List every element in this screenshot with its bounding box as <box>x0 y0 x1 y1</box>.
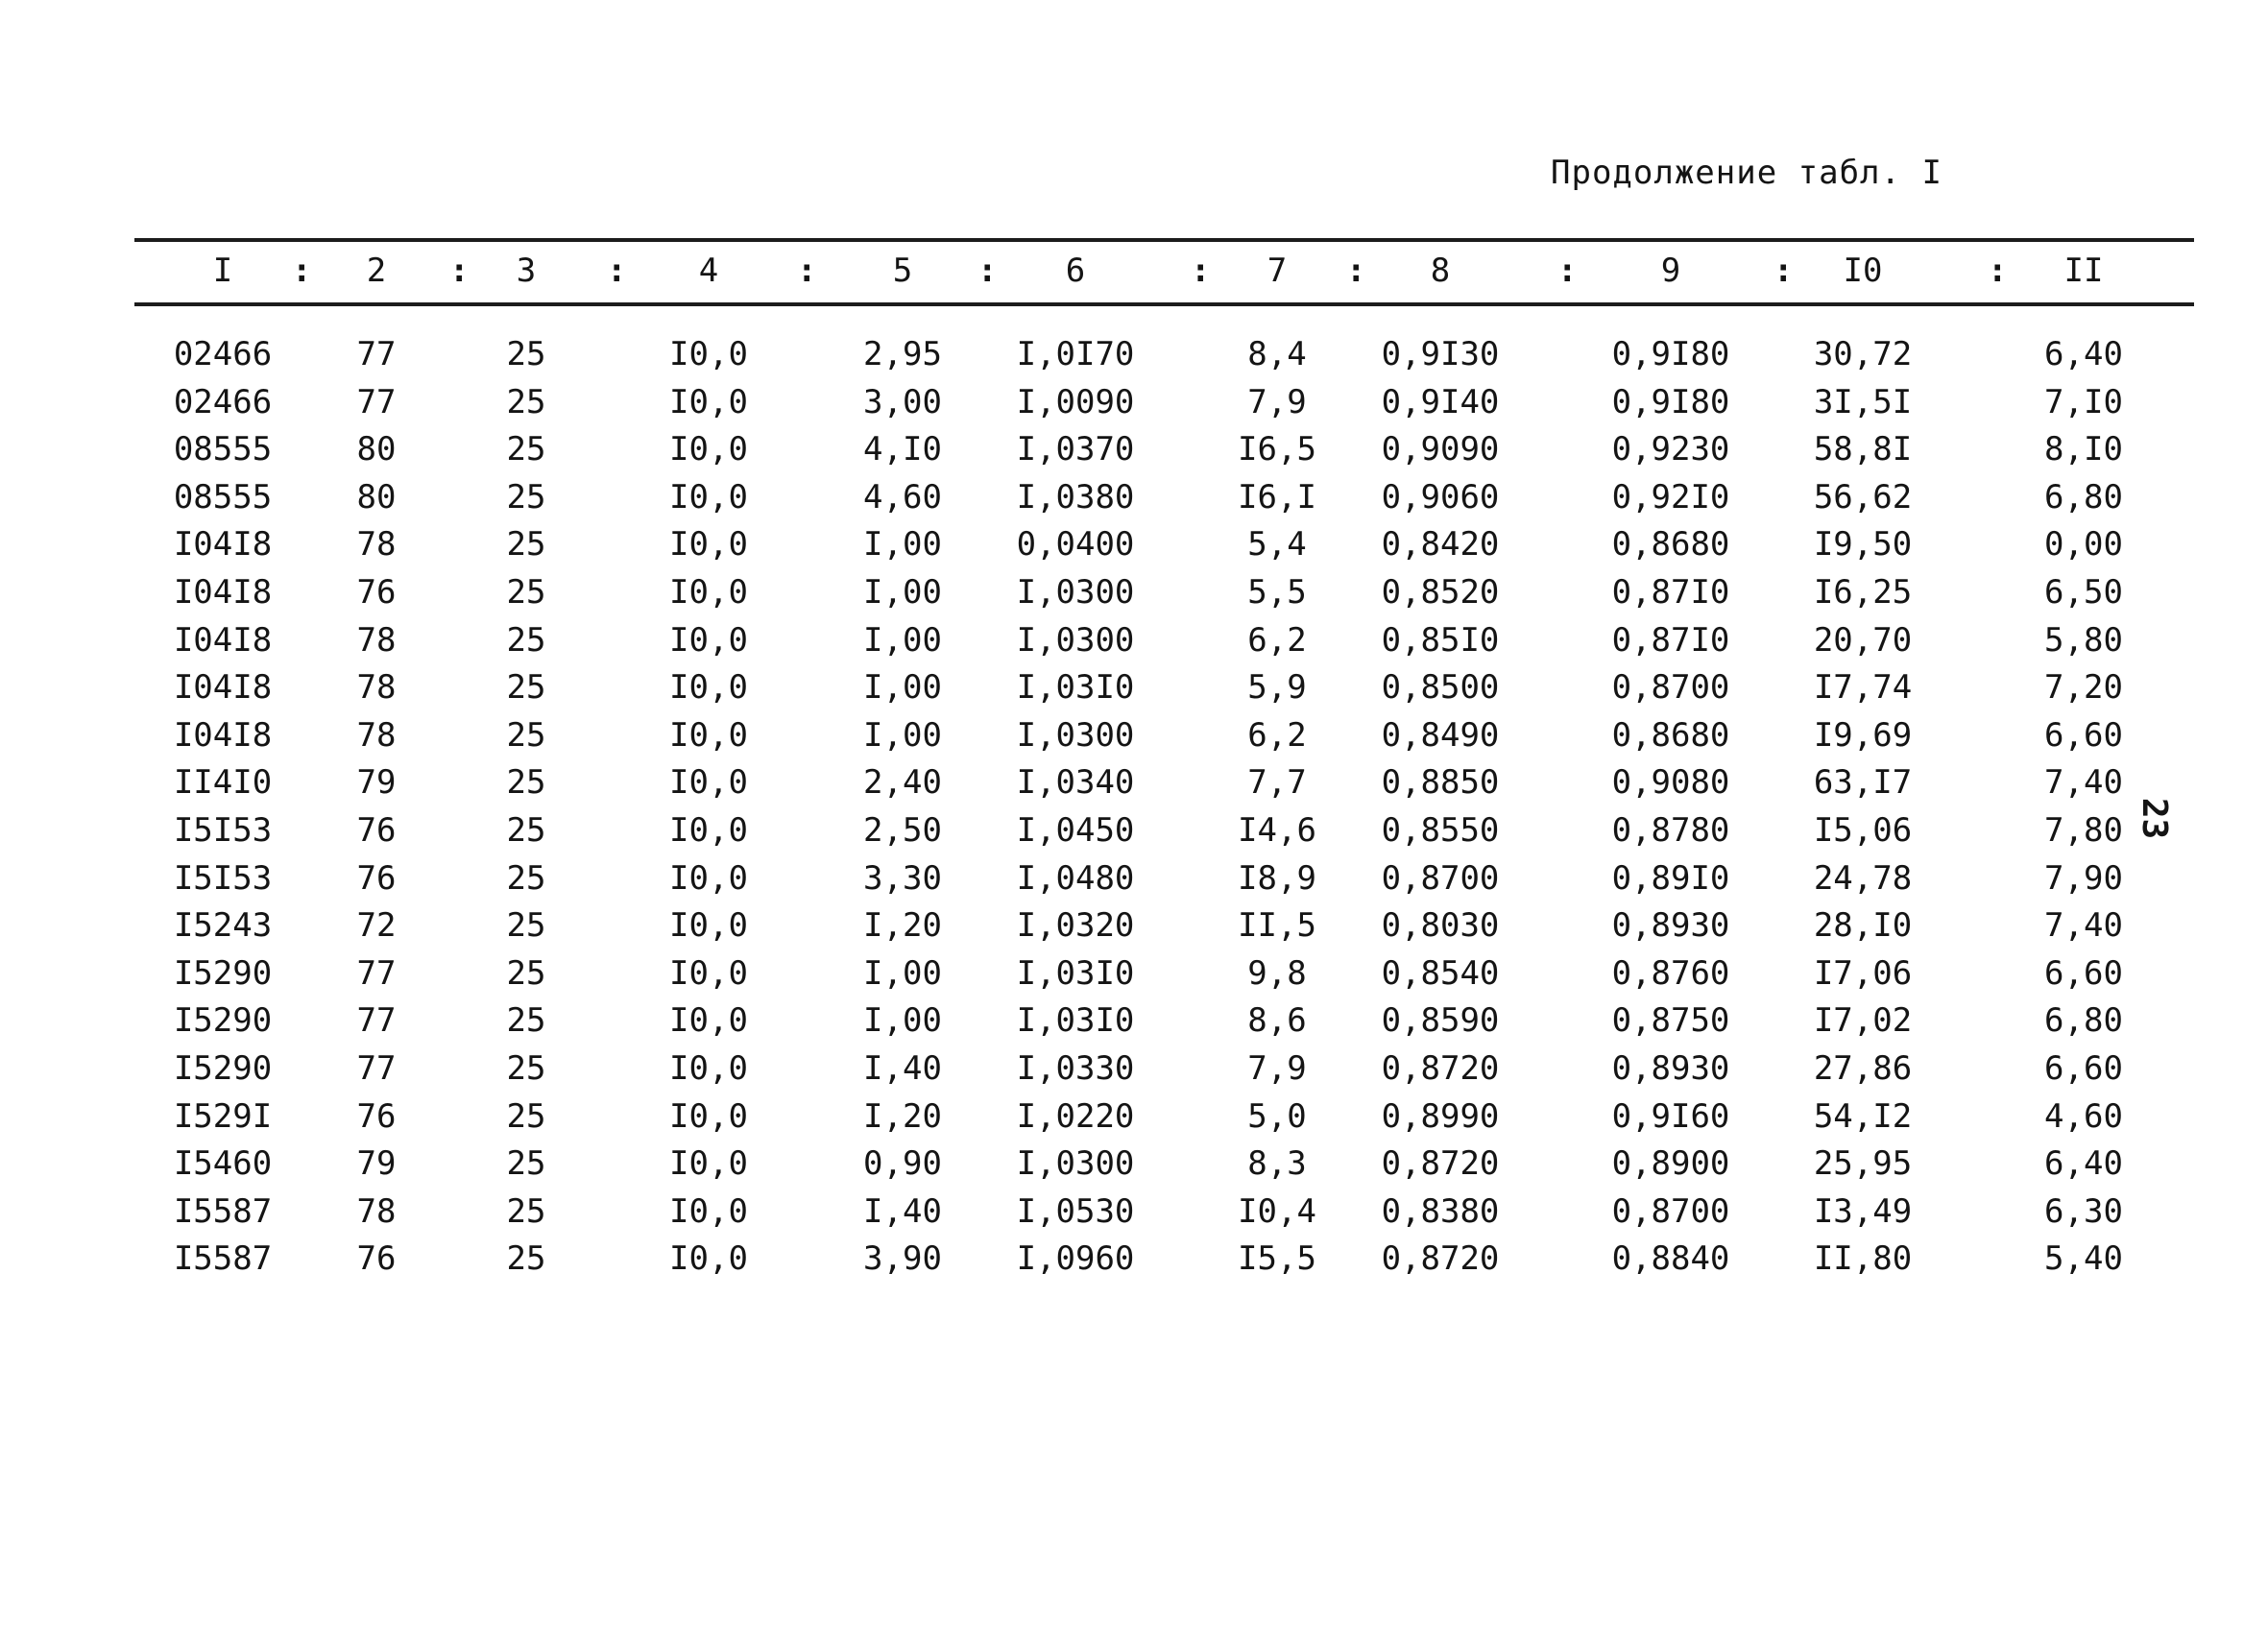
table-row <box>0 712 2268 758</box>
table-cell-col-10: 20,70 <box>1813 620 1913 660</box>
table-cell-col-2: 79 <box>356 1144 397 1184</box>
table-cell-col-6: I,0330 <box>1016 1049 1135 1088</box>
table-cell-col-1: 08555 <box>173 477 273 517</box>
table-cell-col-6: I,03I0 <box>1016 1001 1135 1041</box>
table-cell-col-3: 25 <box>506 858 546 898</box>
table-cell-col-11: 7,40 <box>2044 906 2123 946</box>
table-cell-col-8: 0,8700 <box>1381 858 1500 898</box>
table-cell-col-11: 7,90 <box>2044 858 2123 898</box>
table-cell-col-11: 6,30 <box>2044 1191 2123 1231</box>
table-cell-col-11: 7,80 <box>2044 811 2123 850</box>
column-header-4: 4 <box>698 252 719 290</box>
table-cell-col-3: 25 <box>506 573 546 612</box>
table-cell-col-3: 25 <box>506 430 546 469</box>
page-number: 23 <box>2135 797 2175 840</box>
table-cell-col-3: 25 <box>506 525 546 565</box>
table-cell-col-2: 78 <box>356 715 397 755</box>
table-cell-col-4: I0,0 <box>669 1144 748 1184</box>
table-cell-col-2: 77 <box>356 1001 397 1041</box>
table-cell-col-3: 25 <box>506 763 546 803</box>
column-separator: : <box>1988 252 2008 290</box>
column-header-5: 5 <box>892 252 913 290</box>
table-cell-col-10: 3I,5I <box>1813 382 1913 421</box>
table-cell-col-9: 0,8930 <box>1611 906 1730 946</box>
table-cell-col-8: 0,9I40 <box>1381 382 1500 421</box>
table-cell-col-10: I7,74 <box>1813 668 1913 708</box>
table-cell-col-2: 78 <box>356 668 397 708</box>
table-cell-col-10: 24,78 <box>1813 858 1913 898</box>
table-cell-col-3: 25 <box>506 715 546 755</box>
table-cell-col-6: I,0300 <box>1016 573 1135 612</box>
table-cell-col-5: I,20 <box>863 1096 942 1136</box>
table-cell-col-4: I0,0 <box>669 382 748 421</box>
table-cell-col-5: I,00 <box>863 715 942 755</box>
table-cell-col-6: I,0340 <box>1016 763 1135 803</box>
column-header-6: 6 <box>1065 252 1086 290</box>
table-cell-col-11: 5,40 <box>2044 1239 2123 1279</box>
table-cell-col-5: 4,60 <box>863 477 942 517</box>
table-cell-col-4: I0,0 <box>669 1049 748 1088</box>
table-cell-col-2: 80 <box>356 477 397 517</box>
table-cell-col-4: I0,0 <box>669 858 748 898</box>
table-cell-col-9: 0,9230 <box>1611 430 1730 469</box>
table-cell-col-10: 54,I2 <box>1813 1096 1913 1136</box>
table-cell-col-9: 0,89I0 <box>1611 858 1730 898</box>
table-cell-col-8: 0,8990 <box>1381 1096 1500 1136</box>
table-cell-col-11: 0,00 <box>2044 525 2123 565</box>
table-cell-col-3: 25 <box>506 1191 546 1231</box>
table-cell-col-5: I,00 <box>863 620 942 660</box>
table-cell-col-1: I529I <box>173 1096 273 1136</box>
column-header-9: 9 <box>1660 252 1681 290</box>
table-cell-col-7: I0,4 <box>1238 1191 1316 1231</box>
table-cell-col-11: 6,50 <box>2044 573 2123 612</box>
table-cell-col-5: 3,90 <box>863 1239 942 1279</box>
table-cell-col-4: I0,0 <box>669 906 748 946</box>
table-cell-col-8: 0,9060 <box>1381 477 1500 517</box>
table-cell-col-8: 0,8500 <box>1381 668 1500 708</box>
table-cell-col-9: 0,9I80 <box>1611 335 1730 373</box>
table-cell-col-1: I5290 <box>173 1049 273 1088</box>
table-cell-col-5: 2,50 <box>863 811 942 850</box>
table-cell-col-6: I,0530 <box>1016 1191 1135 1231</box>
column-separator: : <box>797 252 817 290</box>
table-cell-col-1: 02466 <box>173 382 273 421</box>
table-cell-col-9: 0,8680 <box>1611 715 1730 755</box>
table-cell-col-5: I,00 <box>863 1001 942 1041</box>
table-cell-col-4: I0,0 <box>669 477 748 517</box>
table-cell-col-1: I04I8 <box>173 620 273 660</box>
column-separator: : <box>449 252 470 290</box>
table-cell-col-6: I,0380 <box>1016 477 1135 517</box>
table-cell-col-10: I5,06 <box>1813 811 1913 850</box>
table-cell-col-5: 3,30 <box>863 858 942 898</box>
table-row <box>0 379 2268 425</box>
table-cell-col-3: 25 <box>506 1001 546 1041</box>
table-cell-col-9: 0,9I60 <box>1611 1096 1730 1136</box>
table-cell-col-6: I,0300 <box>1016 620 1135 660</box>
table-cell-col-10: 28,I0 <box>1813 906 1913 946</box>
table-row <box>0 474 2268 520</box>
table-cell-col-7: 8,3 <box>1247 1144 1307 1184</box>
table-cell-col-4: I0,0 <box>669 335 748 373</box>
table-cell-col-1: I5I53 <box>173 858 273 898</box>
table-cell-col-9: 0,92I0 <box>1611 477 1730 517</box>
table-cell-col-9: 0,9080 <box>1611 763 1730 803</box>
table-cell-col-8: 0,8520 <box>1381 573 1500 612</box>
table-cell-col-11: 6,80 <box>2044 1001 2123 1041</box>
table-cell-col-8: 0,8420 <box>1381 525 1500 565</box>
table-cell-col-1: I5I53 <box>173 811 273 850</box>
table-cell-col-11: 6,40 <box>2044 335 2123 373</box>
table-cell-col-7: 5,5 <box>1247 573 1307 612</box>
table-cell-col-10: I7,06 <box>1813 953 1913 993</box>
table-cell-col-10: I9,69 <box>1813 715 1913 755</box>
table-cell-col-9: 0,8780 <box>1611 811 1730 850</box>
table-cell-col-5: 2,40 <box>863 763 942 803</box>
table-cell-col-6: I,0480 <box>1016 858 1135 898</box>
table-cell-col-8: 0,8490 <box>1381 715 1500 755</box>
table-cell-col-2: 77 <box>356 1049 397 1088</box>
table-cell-col-4: I0,0 <box>669 811 748 850</box>
table-cell-col-9: 0,9I80 <box>1611 382 1730 421</box>
table-cell-col-1: I5587 <box>173 1239 273 1279</box>
table-cell-col-1: I5290 <box>173 953 273 993</box>
table-row <box>0 1236 2268 1282</box>
table-cell-col-10: 25,95 <box>1813 1144 1913 1184</box>
table-cell-col-8: 0,8850 <box>1381 763 1500 803</box>
table-cell-col-8: 0,8550 <box>1381 811 1500 850</box>
table-row <box>0 855 2268 901</box>
table-cell-col-4: I0,0 <box>669 1001 748 1041</box>
column-separator: : <box>1191 252 1211 290</box>
table-cell-col-11: 6,60 <box>2044 1049 2123 1088</box>
table-cell-col-7: I6,I <box>1238 477 1316 517</box>
table-cell-col-6: I,0220 <box>1016 1096 1135 1136</box>
table-row <box>0 1045 2268 1092</box>
table-row <box>0 331 2268 377</box>
table-cell-col-5: 3,00 <box>863 382 942 421</box>
table-cell-col-10: I3,49 <box>1813 1191 1913 1231</box>
table-cell-col-9: 0,87I0 <box>1611 573 1730 612</box>
table-cell-col-10: II,80 <box>1813 1239 1913 1279</box>
table-cell-col-2: 77 <box>356 953 397 993</box>
table-cell-col-3: 25 <box>506 620 546 660</box>
table-cell-col-1: I04I8 <box>173 715 273 755</box>
table-cell-col-2: 76 <box>356 1096 397 1136</box>
table-row <box>0 902 2268 949</box>
table-cell-col-2: 76 <box>356 858 397 898</box>
table-cell-col-6: I,0960 <box>1016 1239 1135 1279</box>
table-cell-col-10: I7,02 <box>1813 1001 1913 1041</box>
column-separator: : <box>1346 252 1366 290</box>
table-cell-col-3: 25 <box>506 1144 546 1184</box>
column-header-7: 7 <box>1267 252 1288 290</box>
table-cell-col-9: 0,8700 <box>1611 1191 1730 1231</box>
table-cell-col-2: 72 <box>356 906 397 946</box>
table-cell-col-1: 02466 <box>173 335 273 373</box>
table-cell-col-10: 63,I7 <box>1813 763 1913 803</box>
table-cell-col-3: 25 <box>506 953 546 993</box>
table-cell-col-5: I,20 <box>863 906 942 946</box>
table-cell-col-8: 0,8720 <box>1381 1239 1500 1279</box>
table-cell-col-10: 30,72 <box>1813 335 1913 373</box>
table-cell-col-10: 27,86 <box>1813 1049 1913 1088</box>
table-cell-col-7: 7,9 <box>1247 1049 1307 1088</box>
table-cell-col-7: 5,4 <box>1247 525 1307 565</box>
table-cell-col-8: 0,85I0 <box>1381 620 1500 660</box>
table-cell-col-6: 0,0400 <box>1016 525 1135 565</box>
table-cell-col-6: I,0300 <box>1016 1144 1135 1184</box>
table-cell-col-9: 0,8760 <box>1611 953 1730 993</box>
table-cell-col-8: 0,8720 <box>1381 1049 1500 1088</box>
table-cell-col-7: 8,6 <box>1247 1001 1307 1041</box>
table-cell-col-8: 0,8590 <box>1381 1001 1500 1041</box>
table-row <box>0 1093 2268 1140</box>
table-cell-col-7: 8,4 <box>1247 335 1307 373</box>
table-cell-col-1: 08555 <box>173 430 273 469</box>
column-header-11: II <box>2063 252 2104 290</box>
table-cell-col-4: I0,0 <box>669 763 748 803</box>
table-cell-col-7: 5,0 <box>1247 1096 1307 1136</box>
table-cell-col-8: 0,8030 <box>1381 906 1500 946</box>
table-cell-col-5: 0,90 <box>863 1144 942 1184</box>
table-cell-col-4: I0,0 <box>669 525 748 565</box>
table-cell-col-5: I,40 <box>863 1191 942 1231</box>
table-cell-col-6: I,0090 <box>1016 382 1135 421</box>
table-cell-col-3: 25 <box>506 382 546 421</box>
column-header-1: I <box>212 252 233 290</box>
column-separator: : <box>1773 252 1794 290</box>
table-cell-col-7: I6,5 <box>1238 430 1316 469</box>
table-cell-col-5: 4,I0 <box>863 430 942 469</box>
table-cell-col-2: 78 <box>356 1191 397 1231</box>
column-header-10: I0 <box>1843 252 1883 290</box>
table-row <box>0 617 2268 663</box>
table-cell-col-7: II,5 <box>1238 906 1316 946</box>
table-cell-col-8: 0,9I30 <box>1381 335 1500 373</box>
table-cell-col-2: 76 <box>356 1239 397 1279</box>
table-cell-col-6: I,0I70 <box>1016 335 1135 373</box>
table-cell-col-4: I0,0 <box>669 573 748 612</box>
table-cell-col-5: I,00 <box>863 668 942 708</box>
table-cell-col-11: 6,60 <box>2044 715 2123 755</box>
table-row <box>0 664 2268 710</box>
table-cell-col-4: I0,0 <box>669 430 748 469</box>
table-cell-col-11: 4,60 <box>2044 1096 2123 1136</box>
table-cell-col-7: 7,7 <box>1247 763 1307 803</box>
table-header-rule <box>134 302 2194 306</box>
table-cell-col-1: I5587 <box>173 1191 273 1231</box>
table-cell-col-4: I0,0 <box>669 1096 748 1136</box>
table-cell-col-4: I0,0 <box>669 1191 748 1231</box>
table-row <box>0 1189 2268 1235</box>
table-cell-col-4: I0,0 <box>669 715 748 755</box>
table-cell-col-6: I,0300 <box>1016 715 1135 755</box>
table-cell-col-9: 0,8750 <box>1611 1001 1730 1041</box>
column-separator: : <box>977 252 998 290</box>
table-cell-col-7: 9,8 <box>1247 953 1307 993</box>
table-cell-col-1: II4I0 <box>173 763 273 803</box>
table-cell-col-4: I0,0 <box>669 620 748 660</box>
table-cell-col-3: 25 <box>506 906 546 946</box>
table-cell-col-5: I,00 <box>863 525 942 565</box>
table-cell-col-6: I,0320 <box>1016 906 1135 946</box>
column-separator: : <box>1557 252 1578 290</box>
table-cell-col-8: 0,9090 <box>1381 430 1500 469</box>
table-cell-col-5: I,40 <box>863 1049 942 1088</box>
table-cell-col-2: 77 <box>356 335 397 373</box>
table-cell-col-3: 25 <box>506 1096 546 1136</box>
table-cell-col-10: 58,8I <box>1813 430 1913 469</box>
table-cell-col-10: 56,62 <box>1813 477 1913 517</box>
table-cell-col-2: 76 <box>356 573 397 612</box>
table-cell-col-11: 8,I0 <box>2044 430 2123 469</box>
table-cell-col-11: 5,80 <box>2044 620 2123 660</box>
table-cell-col-6: I,03I0 <box>1016 953 1135 993</box>
table-cell-col-2: 78 <box>356 525 397 565</box>
column-separator: : <box>292 252 312 290</box>
table-cell-col-1: I5460 <box>173 1144 273 1184</box>
table-cell-col-1: I04I8 <box>173 525 273 565</box>
table-cell-col-4: I0,0 <box>669 1239 748 1279</box>
table-row <box>0 997 2268 1044</box>
table-cell-col-9: 0,87I0 <box>1611 620 1730 660</box>
table-cell-col-9: 0,8900 <box>1611 1144 1730 1184</box>
table-cell-col-6: I,03I0 <box>1016 668 1135 708</box>
table-top-rule <box>134 238 2194 242</box>
table-cell-col-1: I04I8 <box>173 573 273 612</box>
table-cell-col-11: 7,40 <box>2044 763 2123 803</box>
table-cell-col-3: 25 <box>506 1239 546 1279</box>
table-cell-col-7: 6,2 <box>1247 620 1307 660</box>
table-cell-col-11: 7,20 <box>2044 668 2123 708</box>
table-cell-col-2: 80 <box>356 430 397 469</box>
table-cell-col-7: I8,9 <box>1238 858 1316 898</box>
column-separator: : <box>607 252 627 290</box>
table-cell-col-2: 76 <box>356 811 397 850</box>
table-cell-col-1: I5243 <box>173 906 273 946</box>
table-row <box>0 807 2268 853</box>
table-header <box>0 248 2268 294</box>
column-header-2: 2 <box>366 252 387 290</box>
table-cell-col-7: 7,9 <box>1247 382 1307 421</box>
table-cell-col-11: 7,I0 <box>2044 382 2123 421</box>
table-cell-col-6: I,0450 <box>1016 811 1135 850</box>
table-cell-col-3: 25 <box>506 477 546 517</box>
table-cell-col-11: 6,80 <box>2044 477 2123 517</box>
table-row <box>0 569 2268 615</box>
table-cell-col-3: 25 <box>506 668 546 708</box>
table-cell-col-7: 5,9 <box>1247 668 1307 708</box>
table-row <box>0 426 2268 472</box>
table-cell-col-4: I0,0 <box>669 668 748 708</box>
table-cell-col-2: 77 <box>356 382 397 421</box>
column-header-3: 3 <box>516 252 537 290</box>
table-cell-col-3: 25 <box>506 335 546 373</box>
table-cell-col-1: I5290 <box>173 1001 273 1041</box>
table-cell-col-5: I,00 <box>863 573 942 612</box>
table-cell-col-11: 6,40 <box>2044 1144 2123 1184</box>
table-cell-col-10: I6,25 <box>1813 573 1913 612</box>
table-cell-col-5: 2,95 <box>863 335 942 373</box>
table-cell-col-8: 0,8380 <box>1381 1191 1500 1231</box>
table-row <box>0 521 2268 567</box>
table-cell-col-8: 0,8540 <box>1381 953 1500 993</box>
table-cell-col-3: 25 <box>506 811 546 850</box>
table-row <box>0 950 2268 997</box>
table-cell-col-5: I,00 <box>863 953 942 993</box>
table-cell-col-9: 0,8930 <box>1611 1049 1730 1088</box>
column-header-8: 8 <box>1430 252 1451 290</box>
table-cell-col-10: I9,50 <box>1813 525 1913 565</box>
table-cell-col-2: 78 <box>356 620 397 660</box>
table-cell-col-7: I4,6 <box>1238 811 1316 850</box>
table-cell-col-7: 6,2 <box>1247 715 1307 755</box>
table-cell-col-9: 0,8680 <box>1611 525 1730 565</box>
table-cell-col-11: 6,60 <box>2044 953 2123 993</box>
table-cell-col-7: I5,5 <box>1238 1239 1316 1279</box>
table-cell-col-8: 0,8720 <box>1381 1144 1500 1184</box>
table-cell-col-6: I,0370 <box>1016 430 1135 469</box>
table-cell-col-1: I04I8 <box>173 668 273 708</box>
table-cell-col-9: 0,8840 <box>1611 1239 1730 1279</box>
table-cell-col-2: 79 <box>356 763 397 803</box>
table-cell-col-9: 0,8700 <box>1611 668 1730 708</box>
table-row <box>0 1141 2268 1187</box>
table-caption: Продолжение табл. I <box>1551 154 1942 192</box>
table-cell-col-4: I0,0 <box>669 953 748 993</box>
table-cell-col-3: 25 <box>506 1049 546 1088</box>
table-row <box>0 759 2268 805</box>
